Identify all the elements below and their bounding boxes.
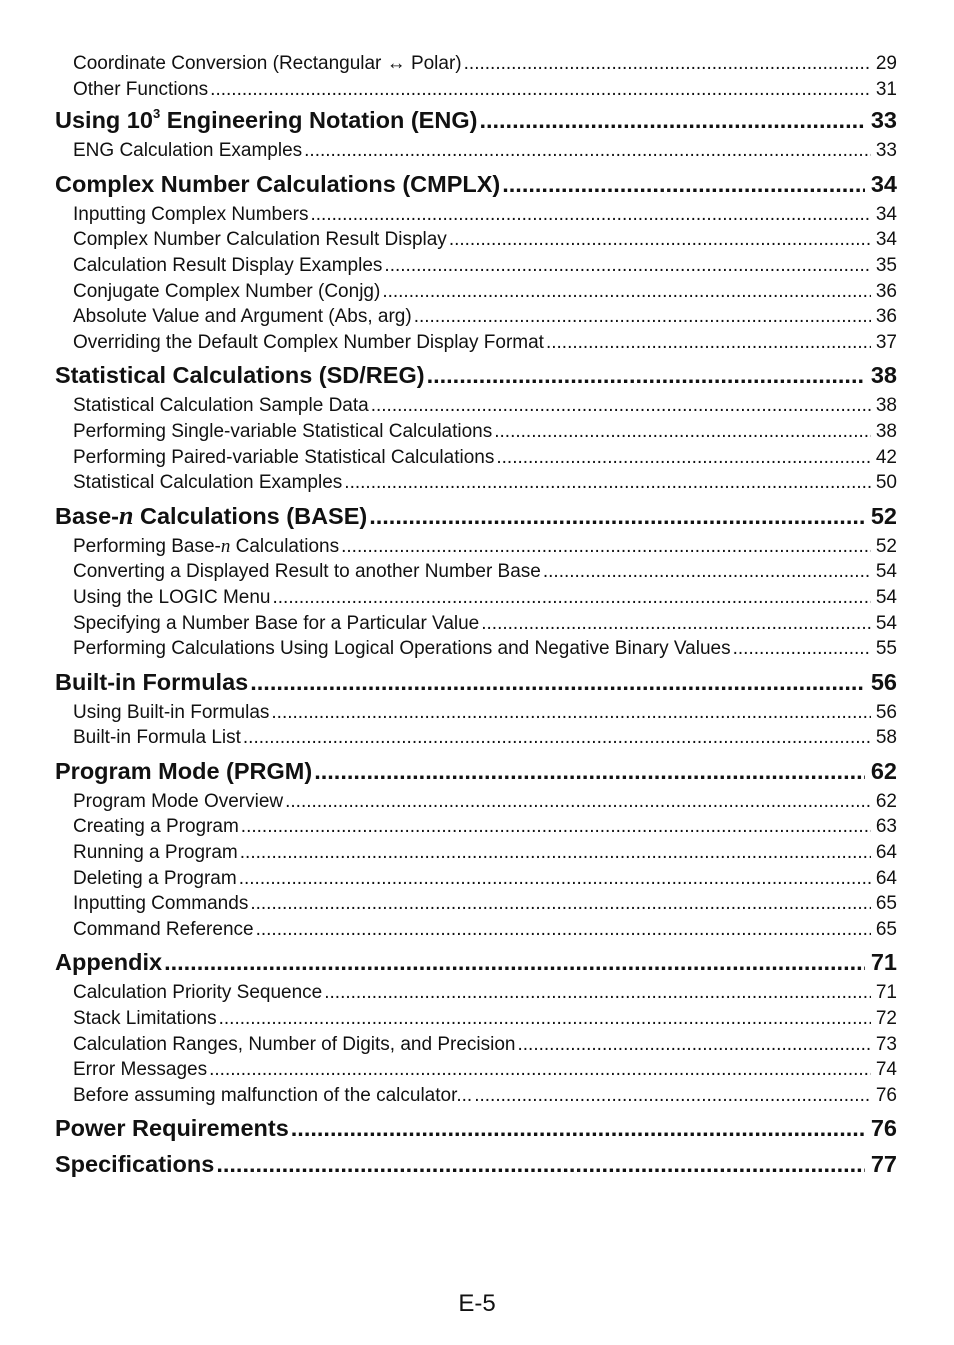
toc-entry[interactable] xyxy=(55,51,897,77)
toc-entry-page: 42 xyxy=(875,446,897,468)
dot-leader xyxy=(324,980,871,1006)
toc-entry-title: Running a Program xyxy=(73,842,238,864)
toc-section-page: 33 xyxy=(870,107,897,134)
toc-section-title: Power Requirements xyxy=(55,1115,289,1142)
toc-entry[interactable] xyxy=(55,419,897,445)
toc-section-title: Complex Number Calculations (CMPLX) xyxy=(55,170,501,197)
toc-entry-page: 64 xyxy=(875,867,897,889)
toc-entry-page: 31 xyxy=(875,78,897,100)
toc-entry-page: 63 xyxy=(875,816,897,838)
toc-entry-title: Statistical Calculation Sample Data xyxy=(73,395,369,417)
toc-entry-title: Deleting a Program xyxy=(73,867,237,889)
dot-leader xyxy=(464,51,871,77)
toc-section-page: 34 xyxy=(870,170,897,197)
dot-leader xyxy=(256,917,871,943)
toc-section-title: Built-in Formulas xyxy=(55,668,249,695)
toc-entry[interactable] xyxy=(55,470,897,496)
italic-n: n xyxy=(119,500,134,530)
dot-leader xyxy=(241,814,871,840)
toc-section-title: Base-n Calculations (BASE) xyxy=(55,500,368,530)
toc-entry[interactable] xyxy=(55,138,897,164)
toc-entry-page: 38 xyxy=(875,420,897,442)
toc-entry-title: Coordinate Conversion (Rectangular ↔ Polar) xyxy=(73,53,462,74)
toc-entry-title: Error Messages xyxy=(73,1059,208,1081)
toc-entry-title: Before assuming malfunction of the calculator... xyxy=(73,1084,473,1106)
toc-entry-title: Performing Paired-variable Statistical Calculations xyxy=(73,446,495,468)
dot-leader xyxy=(271,700,871,726)
dot-leader xyxy=(164,944,865,980)
toc-entry[interactable] xyxy=(55,1057,897,1083)
toc-entry-title: Performing Base-n Calculations xyxy=(73,535,340,557)
toc-entry[interactable] xyxy=(55,866,897,892)
toc-section-prgm[interactable] xyxy=(55,753,897,789)
toc-entry[interactable] xyxy=(55,393,897,419)
toc-entry-title: Statistical Calculation Examples xyxy=(73,472,343,494)
toc-section-specifications[interactable] xyxy=(55,1146,897,1182)
toc-entry-page: 73 xyxy=(875,1033,897,1055)
toc-entry[interactable] xyxy=(55,253,897,279)
dot-leader xyxy=(543,559,871,585)
toc-section-built-in-formulas[interactable] xyxy=(55,664,897,700)
toc-entry-page: 35 xyxy=(875,254,897,276)
toc-entry-title: Calculation Ranges, Number of Digits, and Precision xyxy=(73,1033,516,1055)
toc-section-page: 52 xyxy=(870,502,897,529)
toc-entry[interactable] xyxy=(55,77,897,103)
toc-entry-page: 36 xyxy=(875,306,897,328)
toc-section-title: Using $10^3$ Engineering Notation (ENG) xyxy=(55,106,478,134)
toc-entry-page: 34 xyxy=(875,229,897,251)
toc-entry-page: 56 xyxy=(875,701,897,723)
toc-entry[interactable] xyxy=(55,611,897,637)
dot-leader xyxy=(427,357,865,393)
dot-leader xyxy=(314,753,865,789)
toc-entry-title: Converting a Displayed Result to another Number Base xyxy=(73,561,541,583)
toc-entry-title: Conjugate Complex Number (Conjg) xyxy=(73,280,381,302)
dot-leader xyxy=(369,498,865,534)
dot-leader xyxy=(219,1006,871,1032)
toc-entry-page: 37 xyxy=(875,331,897,353)
toc-entry-title: Performing Single-variable Statistical Calculations xyxy=(73,420,493,442)
dot-leader xyxy=(210,77,871,103)
dot-leader xyxy=(250,664,865,700)
toc-entry[interactable] xyxy=(55,1032,897,1058)
table-of-contents xyxy=(55,51,897,1182)
dot-leader xyxy=(449,227,871,253)
toc-entry[interactable] xyxy=(55,891,897,917)
toc-entry-title: Inputting Complex Numbers xyxy=(73,203,309,225)
toc-entry[interactable] xyxy=(55,279,897,305)
toc-entry[interactable] xyxy=(55,814,897,840)
toc-entry-page: 72 xyxy=(875,1008,897,1030)
toc-section-title: Program Mode (PRGM) xyxy=(55,757,313,784)
dot-leader xyxy=(518,1032,872,1058)
toc-entry[interactable] xyxy=(55,700,897,726)
toc-entry[interactable] xyxy=(55,1006,897,1032)
dot-leader xyxy=(304,138,871,164)
toc-entry-title: Using Built-in Formulas xyxy=(73,701,270,723)
dot-leader xyxy=(243,725,871,751)
dot-leader xyxy=(733,636,871,662)
toc-entry[interactable] xyxy=(55,330,897,356)
toc-entry-title: Stack Limitations xyxy=(73,1008,217,1030)
toc-entry-page: 29 xyxy=(875,53,897,74)
dot-leader xyxy=(479,102,865,138)
toc-entry-title: Creating a Program xyxy=(73,816,239,838)
toc-section-page: 56 xyxy=(870,668,897,695)
toc-section-power-requirements[interactable] xyxy=(55,1110,897,1146)
toc-entry-title: Absolute Value and Argument (Abs, arg) xyxy=(73,306,412,328)
toc-section-title: Statistical Calculations (SD/REG) xyxy=(55,362,425,389)
toc-entry-page: 76 xyxy=(875,1084,897,1106)
toc-section-base[interactable] xyxy=(55,498,897,534)
toc-entry-page: 54 xyxy=(875,612,897,634)
toc-entry[interactable] xyxy=(55,534,897,560)
toc-entry[interactable] xyxy=(55,636,897,662)
toc-entry-title: Specifying a Number Base for a Particular Value xyxy=(73,612,480,634)
toc-entry[interactable] xyxy=(55,227,897,253)
dot-leader xyxy=(344,470,871,496)
toc-section-page: 77 xyxy=(870,1151,897,1178)
toc-section-title: Appendix xyxy=(55,949,163,976)
toc-entry-page: 52 xyxy=(875,535,897,557)
toc-entry[interactable] xyxy=(55,585,897,611)
toc-entry-page: 34 xyxy=(875,203,897,225)
toc-entry[interactable] xyxy=(55,202,897,228)
dot-leader xyxy=(371,393,871,419)
dot-leader xyxy=(272,585,871,611)
dot-leader xyxy=(291,1110,865,1146)
toc-entry[interactable] xyxy=(55,445,897,471)
toc-section-appendix[interactable] xyxy=(55,944,897,980)
toc-entry-page: 65 xyxy=(875,918,897,940)
dot-leader xyxy=(216,1146,865,1182)
toc-entry[interactable] xyxy=(55,980,897,1006)
toc-entry-title: Program Mode Overview xyxy=(73,790,284,812)
dot-leader xyxy=(496,445,871,471)
toc-entry-page: 55 xyxy=(875,638,897,660)
toc-entry[interactable] xyxy=(55,840,897,866)
dot-leader xyxy=(414,304,871,330)
dot-leader xyxy=(239,866,871,892)
dot-leader xyxy=(250,891,871,917)
italic-n: n xyxy=(220,535,231,557)
toc-entry-title: Performing Calculations Using Logical Operations and Negative Binary Values xyxy=(73,638,731,660)
dot-leader xyxy=(481,611,871,637)
toc-entry-title: Overriding the Default Complex Number Display Format xyxy=(73,331,544,353)
toc-section-eng[interactable] xyxy=(55,102,897,138)
toc-entry[interactable] xyxy=(55,789,897,815)
toc-entry-page: 54 xyxy=(875,561,897,583)
toc-entry[interactable] xyxy=(55,304,897,330)
toc-entry-title: Calculation Result Display Examples xyxy=(73,254,383,276)
toc-entry[interactable] xyxy=(55,725,897,751)
superscript-exponent: 3 xyxy=(152,106,161,122)
toc-entry-page: 38 xyxy=(875,395,897,417)
toc-entry-page: 64 xyxy=(875,842,897,864)
toc-section-cmplx[interactable] xyxy=(55,166,897,202)
dot-leader xyxy=(502,166,865,202)
toc-section-page: 38 xyxy=(870,362,897,389)
toc-entry-title: Inputting Commands xyxy=(73,893,249,915)
dot-leader xyxy=(382,279,871,305)
toc-entry-page: 54 xyxy=(875,586,897,608)
toc-entry-page: 33 xyxy=(875,140,897,162)
toc-entry[interactable] xyxy=(55,917,897,943)
dot-leader xyxy=(494,419,871,445)
dot-leader xyxy=(209,1057,871,1083)
dot-leader xyxy=(341,534,871,560)
toc-entry-title: ENG Calculation Examples xyxy=(73,140,303,162)
toc-section-sd-reg[interactable] xyxy=(55,357,897,393)
toc-section-page: 62 xyxy=(870,757,897,784)
toc-entry-page: 50 xyxy=(875,472,897,494)
toc-entry-page: 62 xyxy=(875,790,897,812)
toc-entry-title: Other Functions xyxy=(73,78,209,100)
dot-leader xyxy=(240,840,871,866)
toc-entry[interactable] xyxy=(55,1083,897,1109)
toc-entry-title: Command Reference xyxy=(73,918,254,940)
dot-leader xyxy=(474,1083,871,1109)
toc-entry-title: Calculation Priority Sequence xyxy=(73,982,323,1004)
toc-section-page: 76 xyxy=(870,1115,897,1142)
toc-section-page: 71 xyxy=(870,949,897,976)
toc-entry-title: Complex Number Calculation Result Display xyxy=(73,229,447,251)
toc-entry-page: 65 xyxy=(875,893,897,915)
toc-entry-page: 58 xyxy=(875,727,897,749)
page-number: E-5 xyxy=(458,1290,496,1317)
toc-section-title: Specifications xyxy=(55,1151,215,1178)
toc-entry-page: 71 xyxy=(875,982,897,1004)
toc-entry-page: 36 xyxy=(875,280,897,302)
dot-leader xyxy=(285,789,871,815)
toc-entry-title: Built-in Formula List xyxy=(73,727,241,749)
dot-leader xyxy=(384,253,871,279)
toc-entry-page: 74 xyxy=(875,1059,897,1081)
dot-leader xyxy=(546,330,871,356)
dot-leader xyxy=(311,202,872,228)
toc-entry-title: Using the LOGIC Menu xyxy=(73,586,271,608)
toc-entry[interactable] xyxy=(55,559,897,585)
